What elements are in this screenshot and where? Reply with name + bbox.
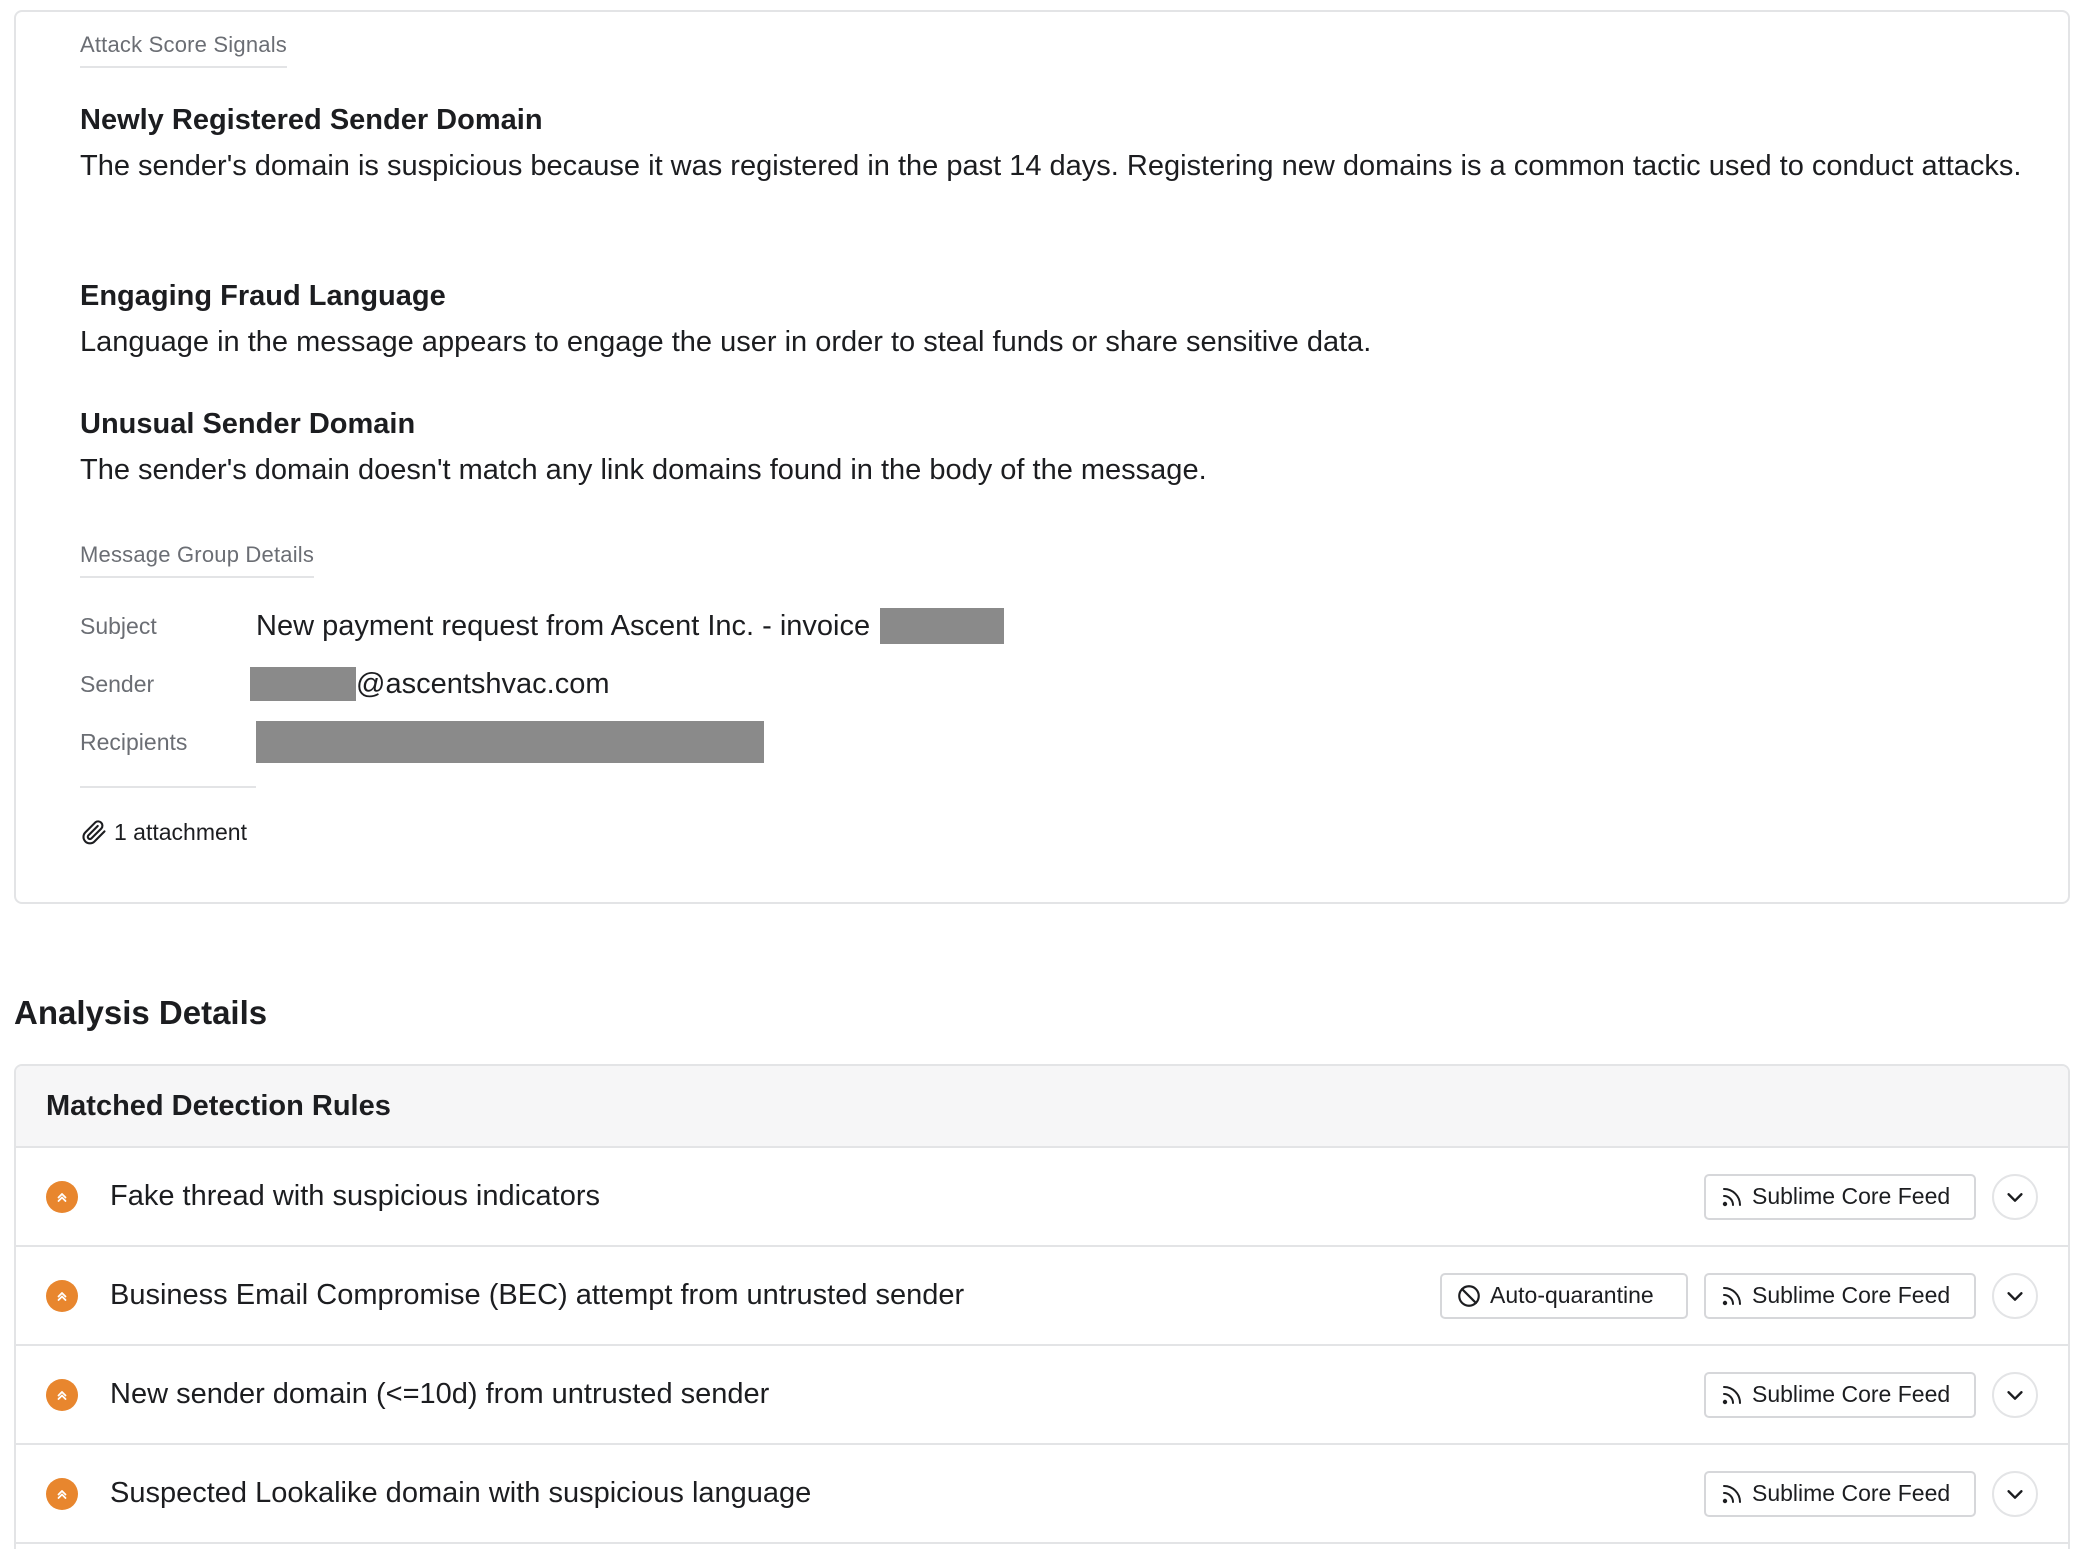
feed-label: Sublime Core Feed xyxy=(1752,1282,1951,1308)
feed-button[interactable] xyxy=(1704,1372,1976,1418)
subject-label: Subject xyxy=(80,612,157,639)
sender-row xyxy=(80,662,609,706)
redacted-sender-local-part xyxy=(250,667,356,701)
details-divider xyxy=(80,786,256,788)
signal-item xyxy=(80,276,2040,366)
expand-rule-button[interactable] xyxy=(1992,1174,2038,1220)
rule-row[interactable] xyxy=(16,1247,2068,1346)
severity-high-icon xyxy=(46,1181,78,1213)
rule-name[interactable]: New sender domain (<=10d) from untrusted sender xyxy=(110,1378,770,1410)
attachment-indicator[interactable] xyxy=(80,818,247,846)
sender-label: Sender xyxy=(80,670,155,697)
rule-name[interactable]: Business Email Compromise (BEC) attempt from untrusted sender xyxy=(110,1279,965,1311)
chevrons-up-icon xyxy=(54,1486,70,1502)
rss-feed-icon xyxy=(1720,1482,1744,1506)
auto-quarantine-button[interactable] xyxy=(1440,1273,1688,1319)
rule-name[interactable]: Fake thread with suspicious indicators xyxy=(110,1180,601,1212)
signal-item xyxy=(80,100,2040,190)
rss-feed-icon xyxy=(1720,1284,1744,1308)
chevrons-up-icon xyxy=(54,1387,70,1403)
rule-row[interactable] xyxy=(16,1445,2068,1544)
rule-row[interactable] xyxy=(16,1346,2068,1445)
chevron-down-icon xyxy=(2004,1483,2026,1505)
feed-label: Sublime Core Feed xyxy=(1752,1480,1951,1506)
signal-title: Unusual Sender Domain xyxy=(80,408,416,440)
recipients-label: Recipients xyxy=(80,728,188,755)
expand-rule-button[interactable] xyxy=(1992,1471,2038,1517)
feed-button[interactable] xyxy=(1704,1273,1976,1319)
severity-high-icon xyxy=(46,1280,78,1312)
rss-feed-icon xyxy=(1720,1383,1744,1407)
chevrons-up-icon xyxy=(54,1288,70,1304)
sender-value xyxy=(250,667,609,701)
signal-title: Newly Registered Sender Domain xyxy=(80,104,543,136)
chevron-down-icon xyxy=(2004,1186,2026,1208)
recipients-value xyxy=(256,721,764,763)
attachment-count: 1 attachment xyxy=(114,818,247,845)
matched-rules-header: Matched Detection Rules xyxy=(16,1066,2068,1148)
expand-rule-button[interactable] xyxy=(1992,1273,2038,1319)
auto-quarantine-label: Auto-quarantine xyxy=(1490,1282,1654,1308)
feed-button[interactable] xyxy=(1704,1471,1976,1517)
chevron-down-icon xyxy=(2004,1285,2026,1307)
subject-row xyxy=(80,604,1004,648)
chevrons-up-icon xyxy=(54,1189,70,1205)
subject-value xyxy=(256,608,1004,644)
chevron-down-icon xyxy=(2004,1384,2026,1406)
message-group-details-label: Message Group Details xyxy=(80,542,314,578)
paperclip-icon xyxy=(80,818,108,846)
redacted-recipients xyxy=(256,721,764,763)
subject-text: New payment request from Ascent Inc. - invoice xyxy=(256,609,871,642)
rss-feed-icon xyxy=(1720,1185,1744,1209)
feed-label: Sublime Core Feed xyxy=(1752,1183,1951,1209)
feed-label: Sublime Core Feed xyxy=(1752,1381,1951,1407)
attack-score-signals-label: Attack Score Signals xyxy=(80,32,287,68)
feed-button[interactable] xyxy=(1704,1174,1976,1220)
severity-high-icon xyxy=(46,1478,78,1510)
signal-title: Engaging Fraud Language xyxy=(80,280,446,312)
signals-card xyxy=(14,10,2070,904)
block-icon xyxy=(1456,1283,1482,1309)
recipients-row xyxy=(80,720,764,764)
rule-row[interactable] xyxy=(16,1148,2068,1247)
rule-name[interactable]: Suspected Lookalike domain with suspicious language xyxy=(110,1477,812,1509)
expand-rule-button[interactable] xyxy=(1992,1372,2038,1418)
signal-item xyxy=(80,404,2040,494)
severity-high-icon xyxy=(46,1379,78,1411)
sender-domain: @ascentshvac.com xyxy=(356,667,610,700)
signal-description: The sender's domain doesn't match any link domains found in the body of the message. xyxy=(80,454,1207,486)
matched-rules-card xyxy=(14,1064,2070,1549)
redacted-invoice-number xyxy=(880,608,1004,644)
signal-description: The sender's domain is suspicious because it was registered in the past 14 days. Registering new domains is a common tactic used to conduct attacks. xyxy=(80,150,2022,182)
signal-description: Language in the message appears to engage the user in order to steal funds or share sensitive data. xyxy=(80,326,1372,358)
analysis-details-heading: Analysis Details xyxy=(14,994,268,1031)
